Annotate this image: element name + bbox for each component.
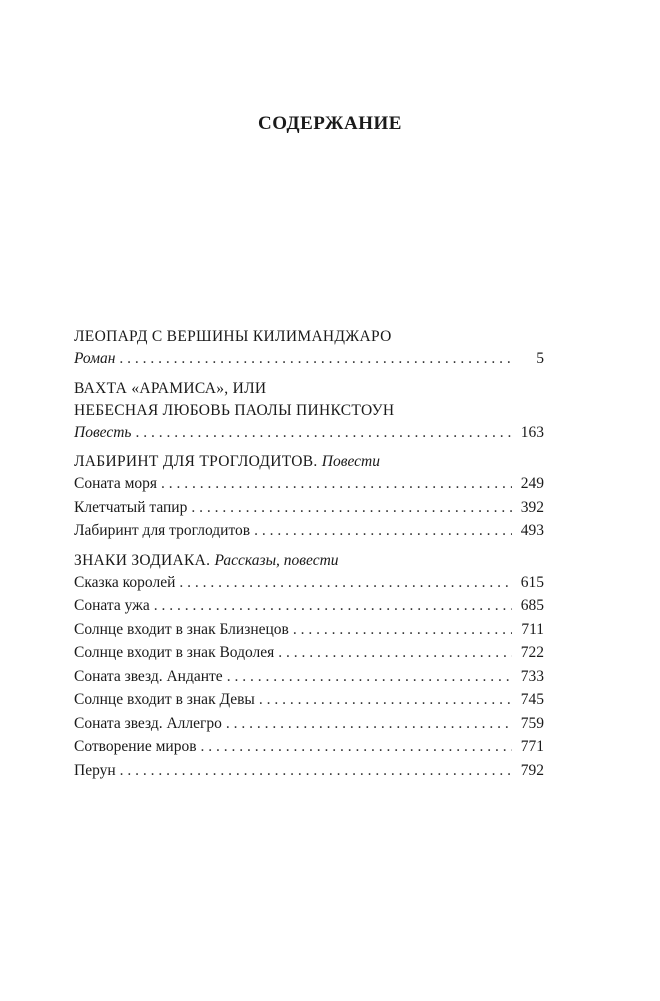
- page-number: 5: [536, 350, 544, 367]
- page-number: 722: [520, 644, 544, 661]
- section-heading: [74, 451, 544, 473]
- toc-entry: [74, 736, 544, 760]
- dot-leader: [120, 760, 512, 782]
- page-number: 745: [520, 691, 544, 708]
- dot-leader: [293, 619, 512, 641]
- section-heading: [74, 326, 544, 348]
- section-genre: Рассказы, повести: [214, 551, 339, 569]
- toc-entry: [74, 713, 544, 737]
- section-heading-text: ЛЕОПАРД С ВЕРШИНЫ КИЛИМАНДЖАРО: [74, 328, 392, 345]
- page-number: 759: [520, 714, 544, 732]
- toc-entry: [74, 497, 544, 521]
- dot-leader: [201, 736, 512, 758]
- toc-section: [74, 378, 544, 446]
- toc-entry: [74, 619, 544, 643]
- toc-entry: [74, 760, 544, 784]
- entry-title: Сказка королей: [74, 573, 176, 591]
- toc-section: [74, 326, 544, 372]
- entry-title: Солнце входит в знак Близнецов: [74, 620, 289, 638]
- dot-leader: [227, 666, 512, 688]
- dot-leader: [154, 595, 512, 617]
- entry-title: Соната звезд. Анданте: [74, 667, 223, 685]
- entry-title: Клетчатый тапир: [74, 498, 188, 516]
- toc-entry: [74, 689, 544, 713]
- dot-leader: [135, 422, 512, 444]
- toc-entry: [74, 348, 544, 372]
- dot-leader: [119, 348, 512, 370]
- section-heading-text: ЛАБИРИНТ ДЛЯ ТРОГЛОДИТОВ.: [74, 453, 318, 470]
- entry-title: Перун: [74, 761, 116, 779]
- page-number: 733: [520, 667, 544, 685]
- entry-title: Лабиринт для троглодитов: [74, 522, 251, 539]
- page-number: 249: [520, 475, 544, 492]
- toc-entry: [74, 520, 544, 544]
- page-number: 493: [520, 522, 544, 539]
- toc-section: [74, 451, 544, 544]
- toc-entry: [74, 572, 544, 596]
- dot-leader: [161, 473, 512, 495]
- section-heading: [74, 378, 544, 400]
- page-number: 771: [520, 738, 544, 755]
- page-number: 163: [520, 423, 544, 441]
- entry-title: Повесть: [74, 423, 132, 441]
- section-heading: [74, 550, 544, 572]
- dot-leader: [191, 497, 512, 519]
- toc-entry: [74, 422, 544, 446]
- section-genre: Повести: [321, 453, 380, 470]
- toc-entry: [74, 473, 544, 497]
- toc-entry: [74, 642, 544, 666]
- page-number: 392: [520, 498, 544, 516]
- toc-section: [74, 550, 544, 784]
- entry-title: Сотворение миров: [74, 738, 197, 755]
- section-heading-text: НЕБЕСНАЯ ЛЮБОВЬ ПАОЛЫ ПИНКСТОУН: [74, 401, 395, 419]
- entry-title: Солнце входит в знак Девы: [74, 691, 255, 708]
- dot-leader: [254, 520, 512, 542]
- entry-title: Соната звезд. Аллегро: [74, 714, 222, 732]
- page-number: 711: [521, 620, 544, 638]
- page-number: 792: [520, 761, 544, 779]
- section-heading: [74, 400, 544, 422]
- table-of-contents: [74, 326, 544, 789]
- toc-entry: [74, 666, 544, 690]
- dot-leader: [259, 689, 512, 711]
- dot-leader: [179, 572, 512, 594]
- entry-title: Соната моря: [74, 475, 158, 492]
- toc-entry: [74, 595, 544, 619]
- page-number: 685: [520, 597, 544, 614]
- entry-title: Роман: [74, 350, 116, 367]
- entry-title: Соната ужа: [74, 597, 150, 614]
- dot-leader: [226, 713, 512, 735]
- dot-leader: [278, 642, 512, 664]
- section-heading-text: ЗНАКИ ЗОДИАКА.: [74, 551, 211, 569]
- section-heading-text: ВАХТА «АРАМИСА», ИЛИ: [74, 379, 267, 397]
- entry-title: Солнце входит в знак Водолея: [74, 644, 275, 661]
- page-number: 615: [520, 573, 544, 591]
- page-title: СОДЕРЖАНИЕ: [258, 113, 402, 134]
